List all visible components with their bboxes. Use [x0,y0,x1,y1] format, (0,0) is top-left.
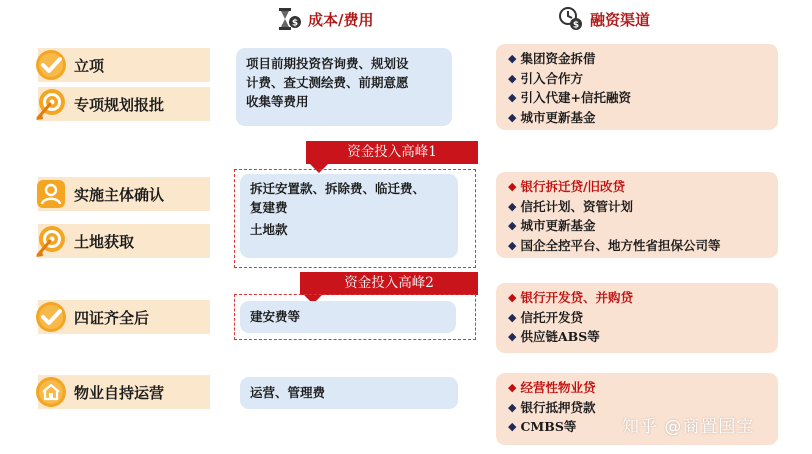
financing-box-2 [496,172,778,258]
stage-special-planning [38,87,210,121]
diamond-bullet-icon: ◆ [508,400,517,414]
cost-box-preliminary [236,48,452,126]
financing-item: ◆ 供应链ABS等 [508,327,766,347]
cost-header-title: 成本/费用 [308,10,374,29]
financing-item: ◆ 信托计划、资管计划 [508,197,766,217]
cost-line: 运营、管理费 [250,385,326,400]
financing-item-highlight: ◆ 银行开发贷、并购贷 [508,288,766,308]
stage-entity-confirm [38,177,210,211]
cost-line: 土地款 [250,222,288,237]
financing-item: ◆ CMBS等 [508,417,766,437]
stage-label: 土地获取 [74,232,135,251]
diamond-bullet-icon: ◆ [508,330,517,343]
clock-money-icon [558,6,584,32]
check-circle-icon [34,48,68,82]
cost-line: 复建费 [250,200,288,215]
funding-peak-2: 资金投入高峰2 [300,272,478,295]
stage-four-certificates [38,300,210,334]
zhihu-watermark: 知乎 @商置国宝 [622,417,755,437]
financing-column-header [558,6,650,32]
diamond-bullet-icon: ◆ [508,52,517,65]
financing-item: ◆ 信托开发贷 [508,308,766,328]
financing-item: ◆ 银行抵押贷款 [508,398,766,418]
financing-box-3 [496,283,778,353]
financing-item: ◆ 城市更新基金 [508,216,766,236]
financing-item: ◆ 国企全控平台、地方性省担保公司等 [508,236,766,256]
target-arrow-icon [34,224,68,258]
financing-item-highlight: ◆ 经营性物业贷 [508,378,766,398]
financing-item: ◆ 引入合作方 [508,69,766,89]
diamond-bullet-icon: ◆ [508,219,517,232]
cost-column-header [276,6,373,32]
svg-text:$: $ [291,18,299,29]
cost-box-construction [240,301,456,333]
stage-label: 物业自持运营 [74,383,165,402]
diamond-bullet-icon: ◆ [508,91,517,104]
financing-box-1 [496,44,778,130]
stage-land-acquisition [38,224,210,258]
diamond-bullet-icon: ◆ [508,71,517,85]
diamond-bullet-icon: ◆ [508,110,517,124]
diamond-bullet-icon: ◆ [508,291,517,304]
diamond-bullet-icon: ◆ [508,180,517,193]
cost-line: 拆迁安置款、拆除费、临迁费、 [250,181,426,196]
cost-line: 建安费等 [250,309,301,324]
financing-item: ◆ 城市更新基金 [508,108,766,128]
stage-label: 四证齐全后 [74,308,150,327]
stage-label: 专项规划报批 [74,95,165,114]
diamond-bullet-icon: ◆ [508,420,517,433]
cost-box-demolition [240,174,458,258]
check-circle-icon [34,300,68,334]
person-icon [34,177,68,211]
financing-item: ◆ 引入代建+信托融资 [508,88,766,108]
stage-label: 实施主体确认 [74,185,165,204]
financing-item: ◆ 集团资金拆借 [508,49,766,69]
financing-header-title: 融资渠道 [590,10,651,29]
funding-peak-1: 资金投入高峰1 [306,141,478,164]
diamond-bullet-icon: ◆ [508,381,517,394]
stage-label: 立项 [74,56,105,75]
svg-text:$: $ [572,20,580,31]
cost-line: 计费、查丈测绘费、前期意愿 [246,75,409,90]
cost-line: 收集等费用 [246,94,309,109]
diamond-bullet-icon: ◆ [508,238,517,252]
house-icon [34,375,68,409]
hourglass-money-icon [276,6,302,32]
financing-item-highlight: ◆ 银行拆迁贷/旧改贷 [508,177,766,197]
cost-box-operation [240,377,458,409]
stage-property-operation [38,375,210,409]
cost-line: 项目前期投资咨询费、规划设 [246,56,409,71]
stage-lixiang [38,48,210,82]
diamond-bullet-icon: ◆ [508,199,517,213]
diamond-bullet-icon: ◆ [508,310,517,324]
target-arrow-icon [34,87,68,121]
